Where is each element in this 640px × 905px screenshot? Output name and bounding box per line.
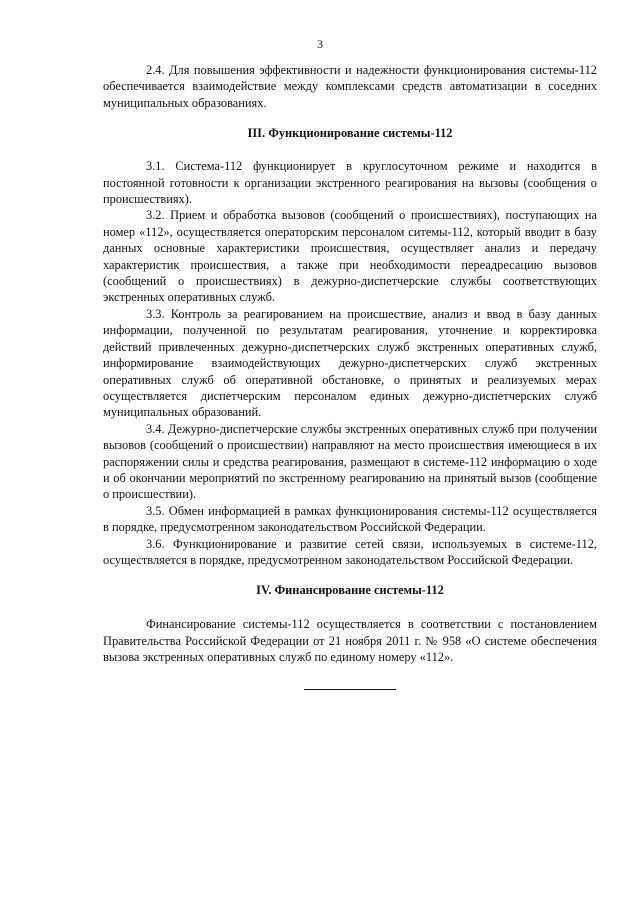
paragraph-2-4: 2.4. Для повышения эффективности и надежности функционирования системы-112 обеспечивается взаимодействие между комплексами средств автоматизации в соседних муниципальных образованиях. (103, 63, 597, 110)
section-3-title: III. Функционирование системы-112 (247, 126, 453, 141)
paragraph-3-1: 3.1. Система-112 функционирует в круглосуточном режиме и находится в постоянной готовности к организации экстренного реагирования на вызовы (сообщения о происшествиях). (103, 159, 597, 207)
page-number: 3 (317, 37, 323, 51)
paragraph-financing: Финансирование системы-112 осуществляется в соответствии с постановлением Правительства Российской Федерации от 21 ноября 2011 г. № 958 «О системе обеспечения вызова экстренных оперативных служб по единому номеру «112». (103, 617, 597, 665)
end-divider (304, 689, 396, 690)
paragraph-3-2: 3.2. Прием и обработка вызовов (сообщений о происшествиях), поступающих на номер «112», осуществляется операторским персоналом ситемы-112, который вводит в базу данных основные характеристики происшествия, осуществляет анализ и передачу характеристик происшествия, а также при необходимости переадресацию вызовов (сообщений о происшествиях) в дежурно-диспетчерские службы соответствующих экстренных оперативных служб. (103, 208, 597, 305)
paragraph-3-3: 3.3. Контроль за реагированием на происшествие, анализ и ввод в базу данных информации, полученной по результатам реагирования, уточнение и корректировка действий привлеченных дежурно-диспетчерских служб экстренных оперативных служб, информирование взаимодействующих дежурно-диспетчерских служб экстренных оперативных служб об оперативной обстановке, о принятых и реализуемых мерах осуществляется диспетчерским персоналом единых дежурно-диспетчерских служб муниципальных образований. (103, 306, 597, 420)
paragraph-3-5: 3.5. Обмен информацией в рамках функционирования системы-112 осуществляется в порядке, предусмотренном законодательством Российской Федерации. (103, 503, 597, 535)
paragraph-3-6: 3.6. Функционирование и развитие сетей связи, используемых в системе-112, осуществляется в порядке, предусмотренном законодательством Российской Федерации. (103, 536, 597, 567)
section-4-title: IV. Финансирование системы-112 (256, 583, 444, 598)
document-body (103, 62, 597, 690)
paragraph-3-4: 3.4. Дежурно-диспетчерские службы экстренных оперативных служб при получении вызовов (сообщений о происшествии) направляют на место происшествия имеющиеся в их распоряжении силы и средства реагирования, размещают в системе-112 информацию о ходе и об окончании мероприятий по экстренному реагированию на принятый вызов (сообщение о происшествии). (103, 421, 597, 502)
